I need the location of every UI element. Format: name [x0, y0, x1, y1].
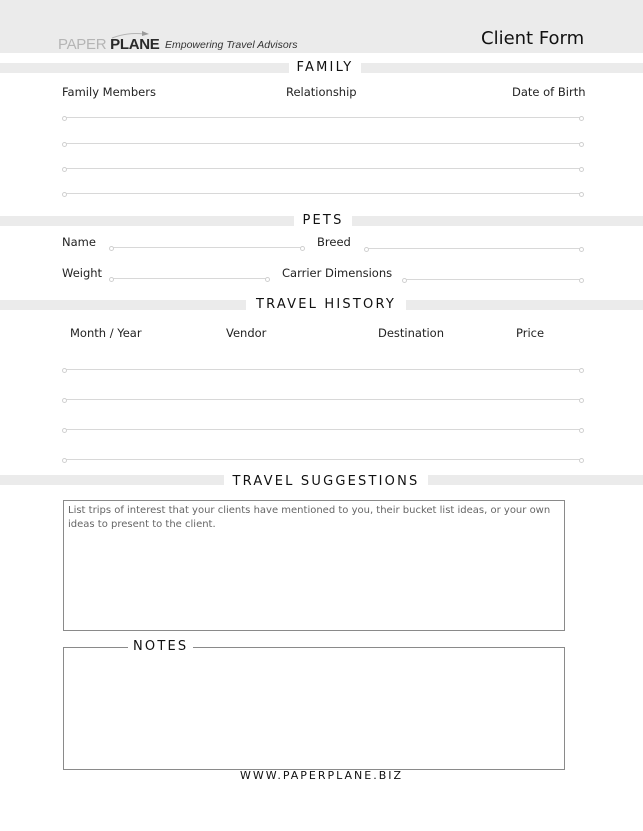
- notes-title: NOTES: [128, 639, 193, 655]
- tagline: Empowering Travel Advisors: [165, 39, 298, 51]
- pet-name-input[interactable]: [111, 247, 303, 248]
- pet-weight-label: Weight: [62, 266, 103, 280]
- travel-history-section-title: TRAVEL HISTORY: [246, 297, 406, 313]
- pet-carrier-label: Carrier Dimensions: [282, 266, 393, 280]
- family-row-line[interactable]: [64, 168, 582, 169]
- history-row-line[interactable]: [64, 429, 582, 430]
- family-col-members: Family Members: [62, 85, 156, 99]
- history-col-vendor: Vendor: [226, 326, 267, 340]
- suggestions-hint: List trips of interest that your clients have mentioned to you, their bucket list ideas, or your own ideas to present to the client.: [68, 505, 551, 530]
- pet-breed-input[interactable]: [366, 248, 582, 249]
- logo-plane: PLANE: [110, 36, 160, 53]
- page-title: Client Form: [481, 28, 585, 49]
- suggestions-section-title: TRAVEL SUGGESTIONS: [224, 474, 428, 490]
- family-row-line[interactable]: [64, 143, 582, 144]
- history-col-price: Price: [516, 326, 545, 340]
- pet-weight-input[interactable]: [111, 278, 268, 279]
- pets-section-title: PETS: [294, 213, 352, 229]
- pet-breed-label: Breed: [317, 235, 351, 249]
- family-section-title: FAMILY: [289, 60, 361, 76]
- history-row-line[interactable]: [64, 399, 582, 400]
- pet-carrier-input[interactable]: [404, 279, 582, 280]
- logo-paper: PAPER: [58, 36, 107, 53]
- history-row-line[interactable]: [64, 459, 582, 460]
- footer-url[interactable]: WWW.PAPERPLANE.BIZ: [239, 769, 404, 782]
- suggestions-textarea[interactable]: [63, 500, 565, 631]
- family-col-dob: Date of Birth: [512, 85, 586, 99]
- family-row-line[interactable]: [64, 117, 582, 118]
- notes-textarea[interactable]: [63, 647, 565, 770]
- history-col-month-year: Month / Year: [70, 326, 142, 340]
- history-row-line[interactable]: [64, 369, 582, 370]
- history-col-destination: Destination: [378, 326, 444, 340]
- pet-name-label: Name: [62, 235, 96, 249]
- family-col-relationship: Relationship: [286, 85, 357, 99]
- family-row-line[interactable]: [64, 193, 582, 194]
- logo: [58, 36, 159, 53]
